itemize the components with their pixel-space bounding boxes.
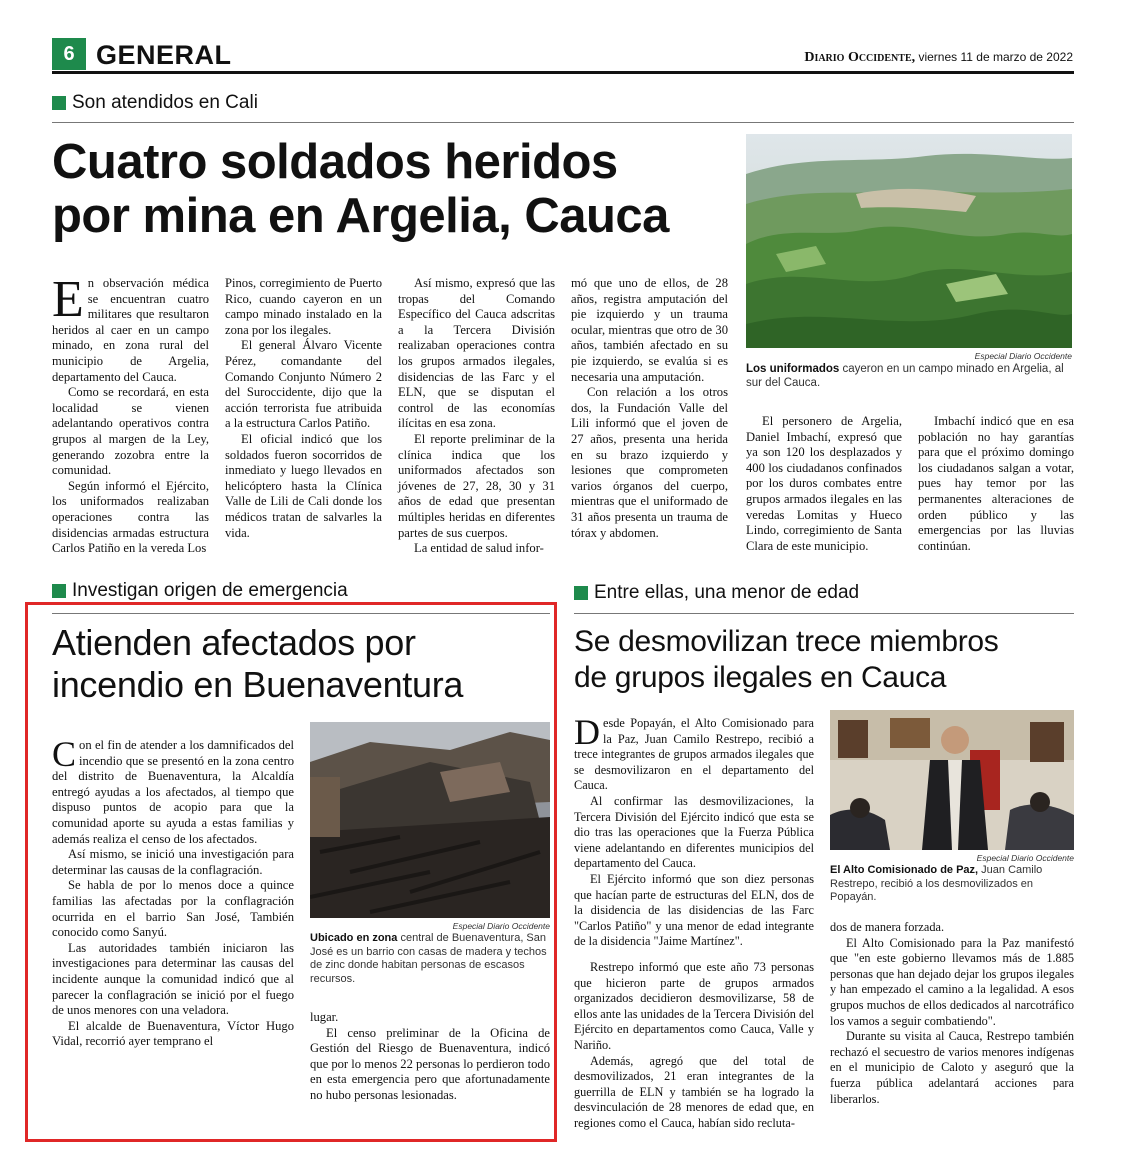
paragraph: La entidad de salud infor- (414, 541, 544, 556)
article1-caption (746, 362, 1072, 390)
article1-column-1 (52, 271, 209, 557)
article2-caption (310, 932, 550, 986)
kicker-text: Investigan origen de emergencia (72, 580, 348, 601)
paragraph: Como se recordará, en esta localidad se vienen adelantando operativos contra grupos al margen de la Ley, generando zozobra entre la comunidad. (52, 385, 209, 478)
paragraph: Según informó el Ejército, los uniformados realizaban operaciones contra las disidencias armadas estructura Carlos Patiño en la vereda Los (52, 478, 209, 556)
article1-photo-credit: Especial Diario Occidente (974, 351, 1072, 361)
caption-bold: Ubicado en zona (310, 932, 398, 944)
caption-text: cayeron en un campo minado en Argelia, al sur del Cauca. (746, 363, 1064, 389)
kicker-text: Entre ellas, una menor de edad (594, 582, 860, 603)
paragraph: Restrepo informó que este año 73 personas que hicieron parte de grupos armados organizados decidieron desmovilizarse, 58 de ellos ante las unidades de la Tercera División del Ejército en departamentos como Cauca, Valle y Nariño. (574, 960, 814, 1052)
issue-date: viernes 11 de marzo de 2022 (915, 50, 1073, 64)
kicker-rule (574, 613, 1074, 614)
headline-line1: Se desmovilizan trece miembros (574, 625, 999, 658)
paragraph: dos de manera forzada. (830, 920, 945, 934)
argelia-landscape-photo (746, 134, 1072, 348)
paragraph: El oficial indicó que los soldados fueron socorridos de inmediato y luego llevados en helicóptero hasta la Clínica Valle de Lili de Cali donde los médicos tratan de salvarles la vida. (225, 431, 382, 540)
paragraph: El reporte preliminar de la clínica indica que los uniformados afectados son jóvenes de 27, 28, 30 y 31 años de edad que presentan múltiples heridas en diferentes partes de sus cuerpos. (398, 431, 555, 540)
fire-aftermath-photo (310, 722, 550, 918)
paragraph: lugar. (310, 1010, 339, 1024)
green-square-icon (52, 584, 66, 598)
paragraph: El censo preliminar de la Oficina de Gestión del Riesgo de Buenaventura, indicó que por lo menos 22 personas lo perdieron todo en esta emergencia pero que afortunadamente no hubo personas lesionadas. (310, 1025, 550, 1102)
caption-bold: Los uniformados (746, 363, 840, 375)
headline-line2: por mina en Argelia, Cauca (52, 189, 669, 243)
article1-headline (52, 135, 742, 243)
headline-line2: de grupos ilegales en Cauca (574, 661, 947, 694)
paragraph: on el fin de atender a los damnificados del incendio que se presentó en la zona centro del distrito de Buenaventura, la Alcaldía entregó ayudas a los afectados, al tiempo que dispuso puntos de acopio para que la comunidad aporte su ayuda a estas familias y además realiza el censo de los afectados. (52, 738, 294, 846)
article3-kicker (574, 582, 859, 604)
paragraph: Con relación a los otros dos, la Fundación Valle del Lili informó que el joven de 27 años, presenta una herida en su brazo izquierdo y lesiones que comprometen varios órganos del cuerpo, mientras que el uniformado de 31 años presenta un trauma de tórax y abdomen. (571, 385, 728, 540)
article1-column-5 (746, 414, 902, 554)
paragraph: El alcalde de Buenaventura, Víctor Hugo Vidal, recorrió ayer temprano el (52, 1018, 294, 1049)
paragraph: Así mismo, se inició una investigación para determinar las causas de la conflagración. (52, 847, 294, 877)
page-number: 6 (52, 38, 86, 70)
paragraph: El Alto Comisionado para la Paz manifestó que "en este gobierno llevamos más de 1.885 personas que han dejado dejar los grupos ilegales y han empezado el camino a la legalidad. A esos grupos muchos de ellos dedicados al narcotráfico los vamos a seguir combatiendo". (830, 935, 1074, 1028)
dropcap: E (52, 271, 84, 328)
article1-column-4 (571, 276, 728, 541)
article1-column-2 (225, 276, 382, 541)
green-square-icon (52, 96, 66, 110)
section-title: GENERAL (96, 40, 232, 70)
paragraph: Las autoridades también iniciaron las investigaciones para determinar las causas del incidente aunque la comunidad indicó que al parecer la conflagración se inició por el fuego de unos menores con una veladora. (52, 940, 294, 1018)
article3-column-2 (574, 960, 814, 1132)
article2-headline (52, 622, 550, 706)
kicker-text: Son atendidos en Cali (72, 92, 258, 113)
paragraph: mó que uno de ellos, de 28 años, registra amputación del pie izquierdo y un trauma ocular, mientras que otro de 30 años, también afectado en su pie izquierdo, se evalúa si es necesaria una amputación. (571, 276, 728, 384)
paragraph: Durante su visita al Cauca, Restrepo también rechazó el secuestro de varios menores indígenas en el municipio de Caloto y aseguró que la fuerza pública adelantará acciones para liberarlos. (830, 1029, 1074, 1106)
paragraph: n observación médica se encuentran cuatro militares que resultaron heridos al caer en un campo minado, en zona rural del municipio de Argelia, departamento del Cauca. (52, 276, 209, 384)
article1-column-3 (398, 276, 555, 557)
article3-caption (830, 864, 1074, 905)
paragraph: El Ejército informó que son diez personas que hacían parte de estructuras del ELN, dos de la disidencia de las disidencias de las Farc "Carlos Patiño" y una menor de edad integrante de la disidencia "Jaime Martínez". (574, 871, 814, 949)
paragraph: Pinos, corregimiento de Puerto Rico, cuando cayeron en un campo minado instalado en la zona por los ilegales. (225, 276, 382, 337)
article1-column-6 (918, 414, 1074, 554)
commissioner-photo (830, 710, 1074, 850)
paragraph: Se habla de por lo menos doce a quince familias las afectadas por la conflagración ocurrida en el barrio San José, También conocido como Sanyú. (52, 878, 294, 940)
paragraph: Así mismo, expresó que las tropas del Comando Específico del Cauca adscritas a la Tercera División realizaban operaciones contra los grupos armados ilegales, disidencias de las Farc y el ELN, que se disputan el control de las economías ilícitas en esa zona. (398, 276, 555, 431)
article2-kicker (52, 580, 348, 602)
headline-line1: Atienden afectados por (52, 622, 416, 663)
headline-line1: Cuatro soldados heridos (52, 135, 618, 189)
article1-kicker (52, 92, 258, 114)
caption-text: central de Buenaventura, San José es un barrio con casas de madera y techos de zinc donde habitan personas de escasos recursos. (310, 932, 547, 985)
article2-photo-credit: Especial Diario Occidente (452, 921, 550, 931)
paragraph: Imbachí indicó que en esa población no hay garantías para que el próximo domingo los ciudadanos salgan a votar, pues hay temor por las permanentes alteraciones de orden público y las emergencias por las lluvias continúan. (918, 414, 1074, 553)
dropcap: D (574, 712, 600, 752)
paragraph: esde Popayán, el Alto Comisionado para la Paz, Juan Camilo Restrepo, recibió a trece integrantes de grupos armados ilegales que se desmovilizaron en el departamento del Cauca. (574, 716, 814, 793)
article2-column-1 (52, 734, 294, 1050)
paragraph: El general Álvaro Vicente Pérez, comandante del Comando Conjunto Número 2 del Suroccidente, dijo que la acción terrorista fue atribuida a la estructura Carlos Patiño. (225, 338, 382, 431)
article3-column-1 (574, 712, 814, 950)
paragraph: El personero de Argelia, Daniel Imbachí, expresó que ya son 120 los desplazados y 400 los ciudadanos confinados por los duros combates entre grupos armados ilegales en las veredas Lomitas y Hueco Lindo, corregimiento de Santa Clara de este municipio. (746, 414, 902, 553)
green-square-icon (574, 586, 588, 600)
caption-text: Juan Camilo Restrepo, recibió a los desmovilizados en Popayán. (830, 864, 1043, 903)
masthead (804, 50, 1073, 66)
article2-column-2 (310, 1010, 550, 1104)
article3-headline (574, 624, 1074, 696)
headline-line2: incendio en Buenaventura (52, 664, 464, 705)
article3-column-3 (830, 920, 1074, 1107)
header-rule (52, 71, 1074, 74)
paragraph: Al confirmar las desmovilizaciones, la Tercera División del Ejército indicó que esta se dio tras las operaciones que la Fuerza Pública viene adelantando en diferentes municipios del departamento del Cauca. (574, 793, 814, 871)
caption-bold: El Alto Comisionado de Paz, (830, 864, 979, 876)
kicker-rule (52, 613, 550, 614)
dropcap: C (52, 734, 77, 774)
newspaper-name: Diario Occidente, (804, 50, 916, 65)
kicker-rule (52, 122, 1074, 123)
paragraph: Además, agregó que del total de desmovilizados, 21 eran integrantes de la guerrilla de ELN y también se ha logrado la desvinculación de 28 menores de edad que, en regiones como el Cauca, habían sido recluta- (574, 1053, 814, 1130)
article3-photo-credit: Especial Diario Occidente (976, 853, 1074, 863)
